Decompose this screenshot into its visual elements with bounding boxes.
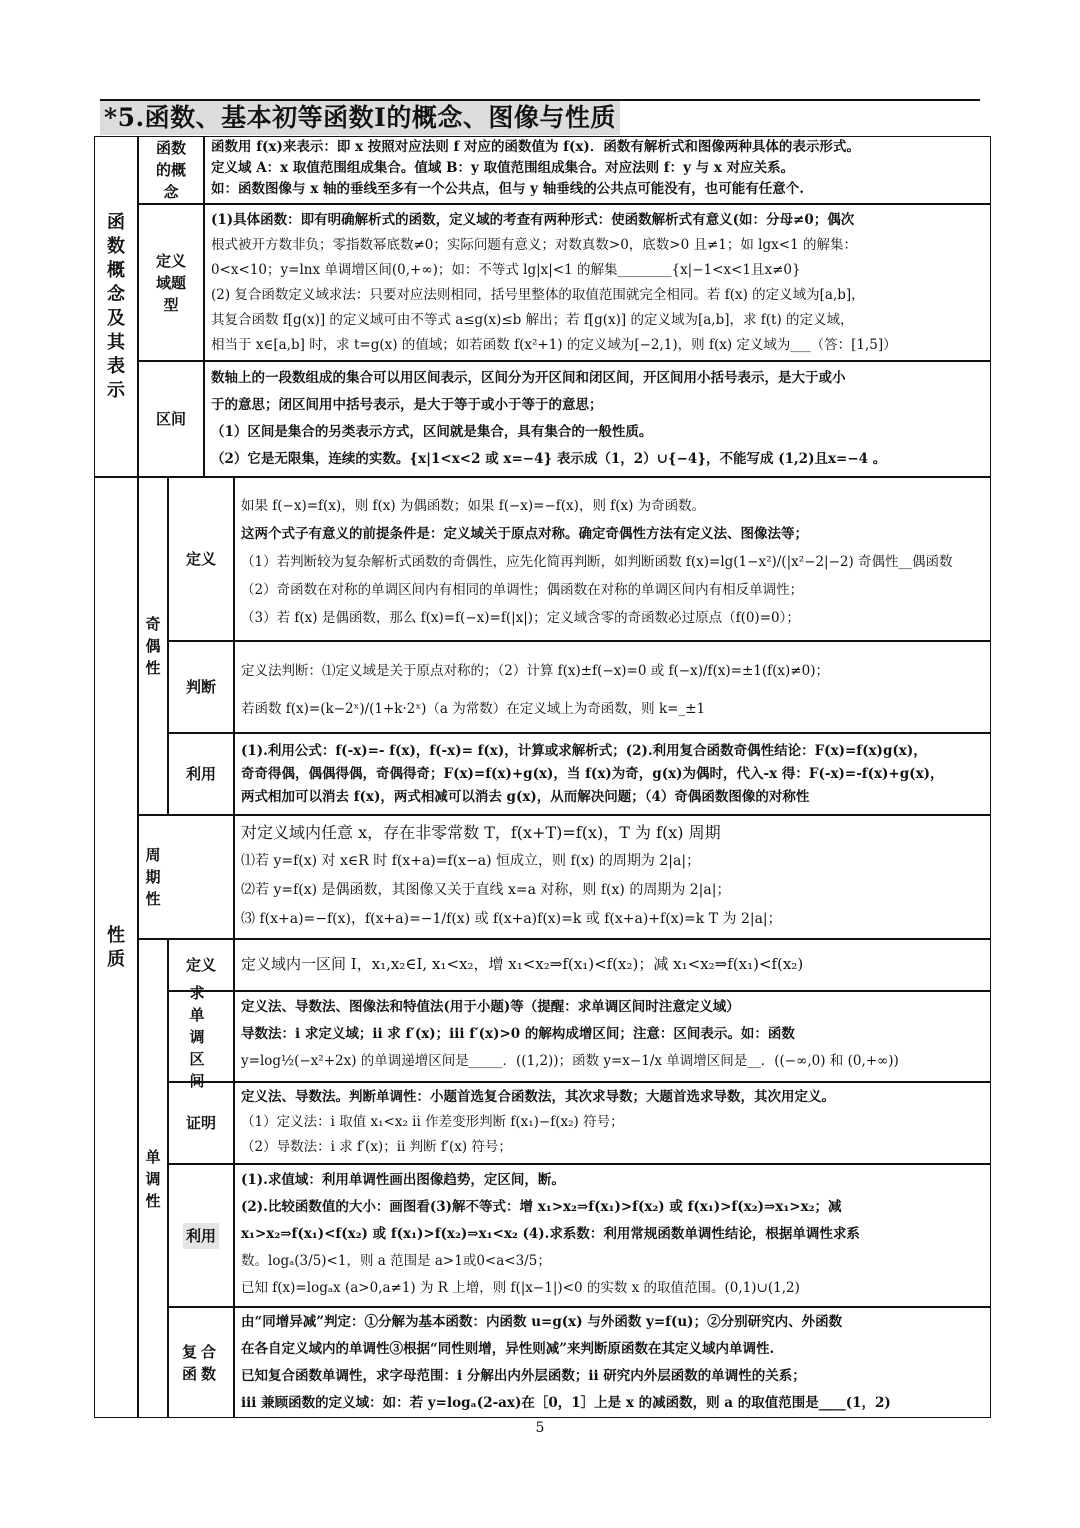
mono-use-content: [234, 1164, 991, 1307]
text-line: 对定义域内任意 x，存在非零常数 T，f(x+T)=f(x)，T 为 f(x) 周期: [241, 823, 721, 842]
page-title: *5.函数、基本初等函数Ⅰ的概念、图像与性质: [100, 101, 620, 135]
concept-section-label: 函数概念及其表示: [107, 211, 125, 401]
parity-definition-content: [234, 477, 991, 641]
text-line: 0<x<10；y=lnx 单调增区间(0,+∞)；如：不等式 lg|x|<1 的解集________{x|−1<x<1且x≠0}: [211, 262, 801, 278]
text-line: 已知复合函数单调性，求字母范围：i 分解出内外层函数；ii 研究内外层函数的单调性的关系；: [241, 1368, 806, 1384]
domain-types-label: 定义域题型: [155, 251, 186, 314]
mono-interval-content: [234, 991, 991, 1082]
text-line: 由“同增异减”判定：①分解为基本函数：内函数 u=g(x) 与外函数 y=f(u)；②分别研究内、外函数: [241, 1314, 843, 1330]
text-line: 如果 f(−x)=f(x)，则 f(x) 为偶函数；如果 f(−x)=−f(x)，则 f(x) 为奇函数。: [241, 498, 706, 514]
text-line: 这两个式子有意义的前提条件是：定义域关于原点对称。确定奇偶性方法有定义法、图像法等；: [241, 526, 808, 542]
mono-definition-label: 定义: [185, 956, 216, 974]
text-line: 定义域内一区间 I，x₁,x₂∈I, x₁<x₂，增 x₁<x₂⇒f(x₁)<f(x₂)；减 x₁<x₂⇒f(x₁)<f(x₂): [241, 955, 804, 973]
text-line: 如：函数图像与 x 轴的垂线至多有一个公共点，但与 y 轴垂线的公共点可能没有，也可能有任意个.: [211, 181, 804, 197]
text-line: 于的意思；闭区间用中括号表示，是大于等于或小于等于的意思；: [211, 397, 603, 413]
text-line: x₁>x₂⇒f(x₁)<f(x₂) 或 f(x₁)>f(x₂)⇒x₁<x₂ (4).求系数：利用常规函数单调性结论，根据单调性求系: [241, 1226, 860, 1242]
text-line: （3）若 f(x) 是偶函数，那么 f(x)=f(−x)=f(|x|)；定义域含零的奇函数必过原点（f(0)=0）；: [241, 610, 800, 626]
interval-label: 区间: [155, 410, 186, 428]
function-concept-content: [204, 136, 991, 204]
text-line: iii 兼顾函数的定义域：如：若 y=logₐ(2-ax)在［0，1］上是 x 的减函数，则 a 的取值范围是____(1，2): [241, 1395, 891, 1411]
parity-use-label: 利用: [185, 765, 216, 783]
text-line: 在各自定义域内的单调性③根据“同性则增，异性则减”来判断原函数在其定义域内单调性.: [241, 1341, 775, 1357]
parity-use-content: [234, 733, 991, 815]
interval-content: [204, 361, 991, 477]
period-content: [234, 815, 991, 939]
period-label: 周期性: [145, 846, 161, 908]
text-line: （2）它是无限集，连续的实数。{x|1<x<2 或 x=−4} 表示成（1，2）∪{−4}，不能写成 (1,2)且x=−4 。: [211, 451, 887, 467]
text-line: 函数用 f(x)来表示：即 x 按照对应法则 f 对应的函数值为 f(x)．函数有解析式和图像两种具体的表示形式。: [211, 139, 860, 155]
text-line: (1).求值域：利用单调性画出图像趋势，定区间，断。: [241, 1172, 565, 1188]
text-line: 根式被开方数非负；零指数幂底数≠0；实际问题有意义；对数真数>0，底数>0 且≠1；如 lgx<1 的解集：: [211, 237, 857, 253]
properties-section-label: 性质: [107, 924, 125, 970]
text-line: 奇奇得偶，偶偶得偶，奇偶得奇；F(x)=f(x)+g(x)，当 f(x)为奇，g(x)为偶时，代入-x 得：F(-x)=-f(x)+g(x)，: [241, 766, 944, 782]
text-line: 已知 f(x)=logₐx (a>0,a≠1) 为 R 上增，则 f(|x−1|)<0 的实数 x 的取值范围。(0,1)∪(1,2): [241, 1280, 800, 1296]
mono-composite-label: 复合函数: [181, 1342, 220, 1383]
text-line: ⑴若 y=f(x) 对 x∈R 时 f(x+a)=f(x−a) 恒成立，则 f(x) 的周期为 2|a|；: [241, 853, 701, 869]
text-line: 数。logₐ(3/5)<1，则 a 范围是 a>1或0<a<3/5；: [241, 1253, 551, 1269]
mono-proof-label: 证明: [185, 1114, 216, 1132]
parity-judge-label: 判断: [185, 678, 216, 696]
text-line: (2) 复合函数定义域求法：只要对应法则相同，括号里整体的取值范围就完全相同。若 f(x) 的定义域为[a,b]，: [211, 287, 865, 303]
text-line: y=log½(−x²+2x) 的单调递增区间是_____．((1,2))；函数 y=x−1/x 单调增区间是__．((−∞,0) 和 (0,+∞)): [241, 1053, 899, 1069]
mono-use-label: 利用: [183, 1223, 219, 1249]
notes-table: [94, 136, 991, 1418]
text-line: （2）导数法：i 求 f′(x)；ii 判断 f′(x) 符号；: [241, 1139, 512, 1155]
text-line: （2）奇函数在对称的单调区间内有相同的单调性；偶函数在对称的单调区间内有相反单调性；: [241, 582, 804, 598]
page-number: 5: [535, 1420, 545, 1436]
text-line: 导数法：i 求定义域；ii 求 f′(x)；iii f′(x)>0 的解构成增区间；注意：区间表示。如：函数: [241, 1026, 795, 1042]
mono-proof-content: [234, 1082, 991, 1164]
text-line: (1)具体函数：即有明确解析式的函数，定义域的考查有两种形式：使函数解析式有意义(如：分母≠0；偶次: [211, 212, 855, 228]
mono-interval-label: 求单调区间: [189, 983, 213, 1090]
text-line: 定义法、导数法、图像法和特值法(用于小题)等（提醒：求单调区间时注意定义域）: [241, 999, 740, 1015]
text-line: 数轴上的一段数组成的集合可以用区间表示，区间分为开区间和闭区间，开区间用小括号表示，是大于或小: [211, 370, 846, 386]
parity-judge-content: [234, 641, 991, 733]
text-line: （1）区间是集合的另类表示方式，区间就是集合，具有集合的一般性质。: [211, 424, 653, 440]
parity-definition-label: 定义: [185, 550, 216, 568]
text-line: (2).比较函数值的大小：画图看(3)解不等式：增 x₁>x₂⇒f(x₁)>f(x₂) 或 f(x₁)>f(x₂)⇒x₁>x₂；减: [241, 1199, 842, 1215]
text-line: (1).利用公式：f(-x)=- f(x)，f(-x)= f(x)，计算或求解析式；(2).利用复合函数奇偶性结论：F(x)=f(x)g(x)，: [241, 743, 927, 759]
text-line: 两式相加可以消去 f(x)，两式相减可以消去 g(x)，从而解决问题；（4）奇偶函数图像的对称性: [241, 789, 810, 805]
text-line: ⑶ f(x+a)=−f(x)，f(x+a)=−1/f(x) 或 f(x+a)f(x)=k 或 f(x+a)+f(x)=k T 为 2|a|；: [241, 911, 782, 927]
text-line: 定义法判断：⑴定义域是关于原点对称的；（2）计算 f(x)±f(−x)=0 或 f(−x)/f(x)=±1(f(x)≠0)；: [241, 663, 829, 679]
parity-label: 奇偶性: [145, 615, 161, 677]
text-line: 定义域 A：x 取值范围组成集合。值域 B：y 取值范围组成集合。对应法则 f：y 与 x 对应关系。: [211, 160, 795, 176]
mono-definition-content: [234, 939, 991, 991]
text-line: 相当于 x∈[a,b] 时，求 t=g(x) 的值域；如若函数 f(x²+1) 的定义域为[−2,1)，则 f(x) 定义域为___（答：[1,5]）: [211, 337, 897, 353]
text-line: 若函数 f(x)=(k−2ˣ)/(1+k·2ˣ)（a 为常数）在定义域上为奇函数，则 k=_±1: [241, 701, 706, 717]
text-line: 其复合函数 f[g(x)] 的定义域可由不等式 a≤g(x)≤b 解出；若 f[g(x)] 的定义域为[a,b]，求 f(t) 的定义域，: [211, 312, 854, 328]
text-line: （1）若判断较为复杂解析式函数的奇偶性，应先化简再判断，如判断函数 f(x)=lg(1−x²)/(|x²−2|−2) 奇偶性__偶函数: [241, 554, 953, 570]
text-line: 定义法、导数法。判断单调性：小题首选复合函数法，其次求导数；大题首选求导数，其次用定义。: [241, 1089, 835, 1105]
function-concept-label: 函数的概念: [155, 139, 186, 201]
text-line: ⑵若 y=f(x) 是偶函数，其图像又关于直线 x=a 对称，则 f(x) 的周期为 2|a|；: [241, 882, 731, 898]
domain-types-content: [204, 204, 991, 361]
monotonic-label: 单调性: [145, 1147, 161, 1210]
mono-composite-content: [234, 1307, 991, 1418]
text-line: （1）定义法：i 取值 x₁<x₂ ii 作差变形判断 f(x₁)−f(x₂) 符号；: [241, 1114, 624, 1130]
